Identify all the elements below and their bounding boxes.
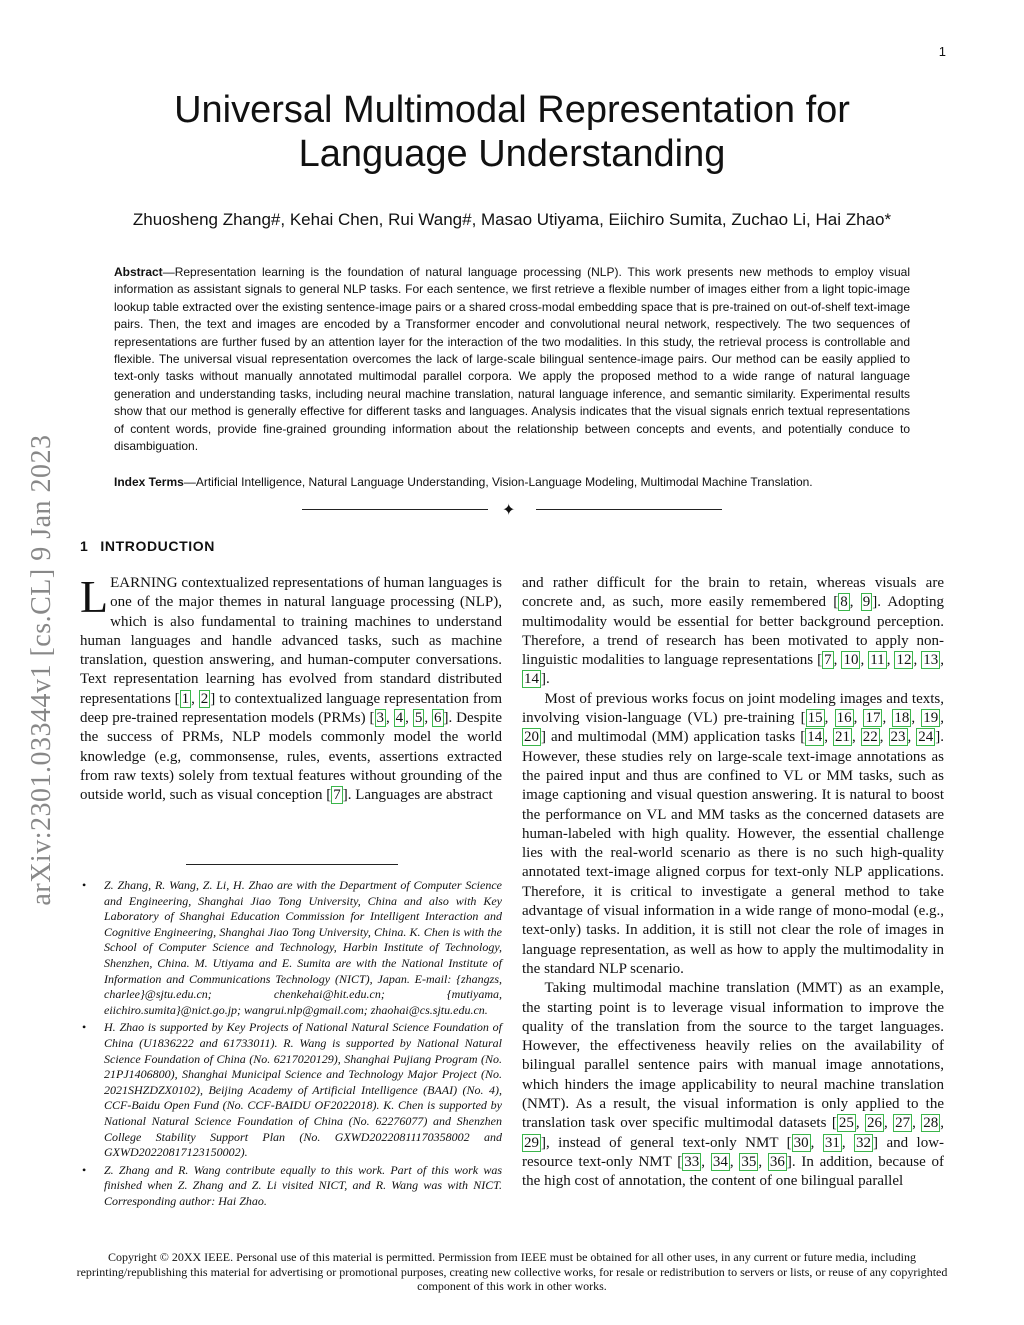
- section-number: 1: [80, 538, 89, 554]
- diamond-star-icon: ✦: [502, 500, 516, 519]
- citation-link[interactable]: 20: [524, 729, 539, 746]
- separator-line-right: [536, 509, 722, 510]
- text-run: and rather difficult for the brain to retain, whereas visuals are concrete and, as such, more easily remembered: [522, 575, 944, 611]
- section-title: INTRODUCTION: [100, 538, 215, 554]
- section-separator: [302, 500, 722, 519]
- citation-link[interactable]: 29: [524, 1134, 539, 1151]
- index-terms-text: —Artificial Intelligence, Natural Language Understanding, Vision-Language Modeling, Multimodal Machine Translation.: [183, 475, 813, 489]
- left-column-body: [80, 571, 503, 849]
- text-run: , instead of general text-only NMT: [546, 1134, 787, 1151]
- footnote-rule: [186, 864, 398, 865]
- abstract: [114, 264, 910, 455]
- abstract-text: —Representation learning is the foundation of natural language processing (NLP). This work presents new methods to employ visual information as assistant signals to general NLP tasks. For each sentence, we first retrieve a flexible number of images either from a light topic-image lookup table extracted over the existing sentence-image pairs or a shared cross-modal embedding space that is pre-trained on out-of-shelf text-image pairs. Then, the text and images are encoded by a Transformer encoder and convolutional neural network, respectively. The two sequences of representations are further fused by an attention layer for the interaction of the two modalities. In this study, the retrieval process is controllable and flexible. The universal visual representation overcomes the lack of large-scale bilingual sentence-image pairs. Our method can be easily applied to text-only tasks without manually annotated multimodal parallel corpora. We apply the proposed method to a wide range of natural language generation and understanding tasks, including neural machine translation, natural language inference, and semantic similarity. Experimental results show that our method is generally effective for different tasks and languages. Analysis indicates that the visual signals enrich textual representations of content words, provide fine-grained grounding information about the relationship between concepts and events, and potentially conduce to disambiguation.: [114, 265, 910, 454]
- smallcaps-lead: EARNING: [110, 575, 178, 591]
- citation-link[interactable]: 19: [923, 710, 939, 727]
- citation-link[interactable]: 7: [333, 787, 341, 804]
- citation-link[interactable]: 34: [712, 1153, 728, 1170]
- citation-link[interactable]: 7: [824, 652, 832, 669]
- index-terms-label: Index Terms: [114, 475, 184, 489]
- citation-link[interactable]: 36: [769, 1153, 785, 1170]
- citation-link[interactable]: 14: [524, 671, 539, 688]
- arxiv-identifier: arXiv:2301.03344v1 [cs.CL] 9 Jan 2023: [26, 434, 57, 906]
- citation-link[interactable]: 31: [824, 1134, 840, 1151]
- text-run: . However, these studies rely on large-scale text-image annotations as the paired input and thus are confined to VL or MM tasks, such as image captioning and visual question answering. It is natural to boost the performance on VL and MM tasks as the concerned datasets are human-labeled with high quality. However, the essential challenge lies with the real-world scenario as there is no such high-quality annotated text-image aligned corpus for text-only NLP applications. Therefore, it is critical to investigate a general method to take advantage of visual information in a wide range of mono-modal (e.g., text-only) tasks. In addition, it is still not clear the role of images in language representation, as well as how to apply the multimodality in the standard NLP scenario.: [522, 729, 944, 977]
- text-run: . Languages are abstract: [347, 787, 493, 804]
- citation-link[interactable]: 27: [895, 1115, 911, 1132]
- footnote-funding: • H. Zhao is supported by Key Projects of National Natural Science Foundation of China (U1836222 and 61733011). R. Wang is supported by National Natural Science Foundation of China (No. 6217020129), Shanghai Pujiang Program (No. 21PJ1406800), Shanghai Municipal Science and Technology Major Project (No. 2021SHZDZX0102), Beijing Academy of Artificial Intelligence (BAAI) (No. 4), CCF-Baidu Open Fund (No. CCF-BAIDU OF2022018). K. Chen is supported by National Natural Science Foundation of China (No. 62276077) and Shenzhen College Stability Support Plan (No. GXWD20220811170358002 and GXWD20220817123150002).: [80, 1020, 502, 1160]
- citation-link[interactable]: 35: [741, 1153, 757, 1170]
- citation-link[interactable]: 13: [923, 652, 939, 669]
- dropcap-letter: L: [80, 571, 109, 622]
- citation-link[interactable]: 14: [807, 729, 823, 746]
- citation-link[interactable]: 3: [376, 710, 384, 727]
- citation-link[interactable]: 33: [684, 1153, 700, 1170]
- citation-link[interactable]: 21: [834, 729, 850, 746]
- paper-title: Universal Multimodal Representation for Language Understanding: [174, 89, 850, 176]
- citation-link[interactable]: 17: [865, 710, 881, 727]
- text-run: and multimodal (MM) application tasks: [546, 729, 801, 746]
- citation-link[interactable]: 5: [414, 710, 423, 727]
- citation-link[interactable]: 23: [890, 729, 906, 746]
- citation-link[interactable]: 22: [862, 729, 878, 746]
- citation-link[interactable]: 24: [918, 729, 934, 746]
- right-column-body: [522, 574, 944, 1246]
- citation-link[interactable]: 10: [843, 652, 859, 669]
- text-run: . Despite the success of PRMs, NLP models commonly model the world knowledge (e.g, commonsense, rules, events, assertions extracted from raw texts) solely from textual features without grounding of the outside world, such as visual conception: [80, 710, 503, 804]
- citation-link[interactable]: 18: [894, 710, 910, 727]
- text-run: .: [546, 671, 550, 688]
- citation-link[interactable]: 8: [840, 594, 848, 611]
- text-run: Taking multimodal machine translation (MMT) as an example, the starting point is to leverage visual information to improve the quality of the translation from the source to the target languages. However, the effectiveness heavily relies on the availability of bilingual parallel sentence pairs with manual image annotations, which hinders the image applicability to neural machine translation (NMT). As a result, the visual information is only applied to the translation task over specific multimodal datasets: [522, 980, 944, 1132]
- citation-link[interactable]: 15: [807, 710, 823, 727]
- citation-link[interactable]: 25: [838, 1115, 854, 1132]
- intro-paragraph-1: LEARNING contextualized representations of human languages is one of the major themes in natural language processing (NLP), which is also fundamental to training machines to understand human languages and handle advanced tasks, such as machine translation, question answering, and human-computer conversations. Text representation learning has evolved from standard distributed representations [ 1 , 2 ] to contextualized language representation from deep pre-trained representation models (PRMs) [ 3 , 4 , 5 , 6 ]. Despite the success of PRMs, NLP models commonly model the world knowledge (e.g, commonsense, rules, events, assertions extracted from raw texts) solely from textual features without grounding of the outside world, such as visual conception [ 7 ]. Languages are abstract: [80, 571, 503, 804]
- intro-paragraph-2: and rather difficult for the brain to retain, whereas visuals are concrete and, as such, more easily remembered [ 8 , 9 ]. Adopting multimodality would be essential for better background perception. Therefore, a trend of research has been motivated to apply non-linguistic modalities to language representations [ 7 , 10 , 11 , 12 , 13 , 14 ].: [522, 575, 944, 688]
- citation-link[interactable]: 11: [870, 652, 885, 669]
- text-run: Most of previous works focus on joint modeling images and texts, involving vision-language (VL) pre-training: [522, 690, 944, 727]
- index-terms: [114, 474, 910, 491]
- page-number: 1: [938, 44, 946, 59]
- copyright-notice: Copyright © 20XX IEEE. Personal use of this material is permitted. Permission from IEEE must be obtained for all other uses, in any current or future media, including reprinting/republishing this material for advertising or promotional purposes, creating new collective works, for resale or redistribution to servers or lists, or reuse of any copyrighted component of this work in other works.: [76, 1250, 948, 1294]
- citation-link[interactable]: 6: [434, 710, 442, 727]
- citation-link[interactable]: 28: [923, 1115, 939, 1132]
- separator-line-left: [302, 509, 488, 510]
- text-run: . Adopting multimodality would be essential for better background perception. Therefore, a trend of research has been motivated to apply non-linguistic modalities to language representations: [522, 594, 944, 669]
- text-run: . In addition, because of the high cost of annotation, the content of one bilingual parallel: [522, 1153, 944, 1190]
- citation-link[interactable]: 9: [862, 594, 871, 611]
- citation-link[interactable]: 30: [793, 1134, 809, 1151]
- text-run: to contextualized language representation from deep pre-trained representation models (PRMs): [80, 690, 503, 727]
- footnote-contribution: • Z. Zhang and R. Wang contribute equally to this work. Part of this work was finished when Z. Zhang and Z. Li visited NICT, and R. Wang was with NICT. Corresponding author: Hai Zhao.: [80, 1163, 502, 1210]
- footnote-affiliations: • Z. Zhang, R. Wang, Z. Li, H. Zhao are with the Department of Computer Science and Engineering, Shanghai Jiao Tong University, China and also with Key Laboratory of Shanghai Education Commission for Intelligent Interaction and Cognitive Engineering, Shanghai Jiao Tong University, China. K. Chen is with the School of Computer Science and Technology, Harbin Institute of Technology, Shenzhen, China. M. Utiyama and E. Sumita are with the National Institute of Information and Communications Technology (NICT), Japan. E-mail: {zhangzs, charlee}@sjtu.edu.cn; chenkehai@hit.edu.cn; {mutiyama, eiichiro.sumita}@nict.go.jp; wangrui.nlp@gmail.com; zhaohai@cs.sjtu.edu.cn.: [80, 878, 502, 1018]
- citation-link[interactable]: 16: [836, 710, 852, 727]
- citation-link[interactable]: 12: [896, 652, 912, 669]
- author-list: Zhuosheng Zhang#, Kehai Chen, Rui Wang#, Masao Utiyama, Eiichiro Sumita, Zuchao Li, Hai Zhao*: [132, 210, 892, 229]
- citation-link[interactable]: 32: [856, 1134, 872, 1151]
- text-run: and low-resource text-only NMT: [522, 1134, 944, 1170]
- abstract-label: Abstract: [114, 265, 163, 279]
- intro-paragraph-4: Taking multimodal machine translation (MMT) as an example, the starting point is to leverage visual information to improve the quality of the translation from the source to the target languages. However, the effectiveness heavily relies on the availability of bilingual parallel sentence pairs with manual image annotations, which hinders the image applicability to neural machine translation (NMT). As a result, the visual information is only applied to the translation task over specific multimodal datasets [ 25 , 26 , 27 , 28 , 29 ], instead of general text-only NMT [ 30 , 31 , 32 ] and low-resource text-only NMT [ 33 , 34 , 35 , 36 ]. In addition, because of the high cost of annotation, the content of one bilingual parallel: [522, 980, 944, 1190]
- citation-link[interactable]: 26: [866, 1115, 882, 1132]
- text-run: contextualized representations of human languages is one of the major themes in natural language processing (NLP), which is also fundamental to training machines to understand human languages and handle advanced tasks, such as machine translation, question answering, and human-computer conversations. Text representation learning has evolved from standard distributed representations: [80, 575, 502, 707]
- footnotes: [80, 878, 502, 1211]
- intro-paragraph-3: Most of previous works focus on joint modeling images and texts, involving vision-language (VL) pre-training [ 15 , 16 , 17 , 18 , 19 , 20 ] and multimodal (MM) application tasks [ 14 , 21 , 22 , 23 , 24 ]. However, these studies rely on large-scale text-image annotations as the paired input and thus are confined to VL or MM tasks, such as image captioning and visual question answering. It is natural to boost the performance on VL and MM tasks as the concerned datasets are human-labeled with high quality. However, the essential challenge lies with the real-world scenario as there is no such high-quality annotated text-image aligned corpus for text-only NLP applications. Therefore, it is critical to investigate a general method to take advantage of visual information in a wide range of mono-modal (e.g., text-only) tasks. In addition, it is still not clear the role of images in language representation, as well as how to apply the multimodality in the standard NLP scenario.: [522, 690, 944, 977]
- citation-link[interactable]: 2: [200, 690, 209, 707]
- section-heading: [80, 538, 215, 554]
- citation-link[interactable]: 1: [181, 690, 190, 707]
- citation-link[interactable]: 4: [395, 710, 404, 727]
